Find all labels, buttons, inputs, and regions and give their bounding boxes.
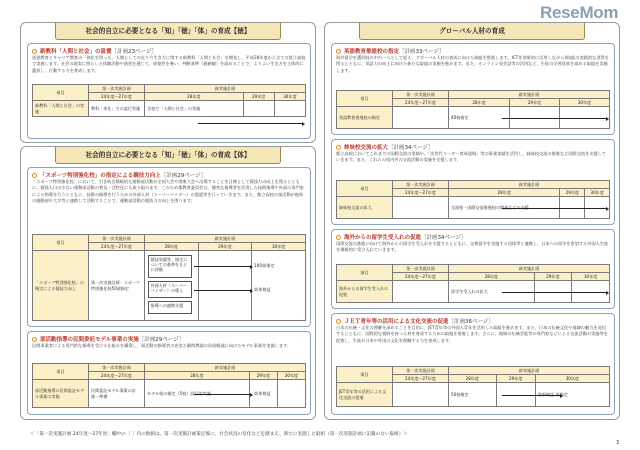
row-year-30 [252, 251, 306, 321]
schedule-table [336, 264, 610, 303]
th-year-29: 29年度 [560, 189, 585, 197]
row-label: 英語教育推進校の指定 [337, 107, 393, 129]
th-plan1: 第一次実施計画 [89, 235, 145, 243]
th-year-28: 28年度 [449, 99, 510, 107]
timeline-arrow [502, 395, 560, 396]
th-plan1: 第一次実施計画 [89, 364, 145, 372]
th-year-30: 30年度 [274, 93, 305, 101]
th-plan1: 第一次実施計画 [393, 265, 449, 273]
th-item: 項目 [337, 181, 393, 197]
resemom-logo: ReseMom [540, 3, 619, 22]
th-item: 項目 [33, 235, 89, 251]
section-title [32, 171, 206, 179]
section-body: 国際交流の推進に向けて海外からの留学生受入れを支援するとともに、交換留学を実施する団体等と連携し、日本への留学を希望する外国人生徒を積極的に受け入れていきます。 [336, 241, 609, 253]
row-label: 海外からの留学生受入れの促進 [337, 281, 393, 303]
section-title-text: 「スポーツ特別強化校」の指定による競技力向上 [40, 173, 161, 179]
timeline-arrow [194, 266, 250, 267]
bullet-circle-icon [336, 319, 341, 324]
section-club-outsourcing [27, 331, 311, 415]
section-sister-schools [331, 139, 615, 225]
timeline-arrow [502, 118, 606, 119]
panel-global [324, 22, 620, 420]
supervisor-box: 外部人材（スーパーバイザー）の導入 [148, 281, 192, 298]
footnote: ＜「第一次実施計画 24年度〜27年度」欄中の［ ］内の数値は、第一次実施計画策定後に、社会状況の変化などを踏まえ、新たに実施した取組（第一次実施計画に記載のない取組）＞ [30, 432, 408, 437]
th-year-30: 30年度 [252, 243, 306, 251]
th-item: 項目 [337, 265, 393, 281]
page-ref: ［計画34ページ］ [388, 145, 434, 151]
timeline-arrow [194, 290, 250, 291]
th-year-28: 28年度 [449, 375, 497, 383]
row-plan1 [393, 107, 449, 129]
th-new-plan: 新実施計画 [145, 364, 306, 372]
section-body: 「スポーツ特別強化校」において、引き続き積極的な運動部活動が全国大会や関東大会へ出場することを目標として競技力の向上を図るとともに、競技人口の少ない運動部活動の普及・活性化にも取り組みます。このため都教育委員会は、優秀な指導者を活用した技術指導や外部の専門家による指導を行うとともに、技術の指導を行うための外部人材（スーパーバイザー）の派遣等を行っていきます。また、都立高校の部活動が他県の運動部や大学等と連携して活動することで、運動部活動の競技力の向上を図ります。 [32, 179, 304, 203]
th-year-30: 30年度 [572, 273, 610, 281]
section-body: 海外留学を選択肢の中の一つとして捉え、グローバル人材の育成に向けた取組を推進します。ICTを効果的に活用しながら4技能の実践的な習得を図るとともに、英語力の向上に向けた新たな取組の実施を進めます。また、オンライン英会話等の活用など、生徒の学習意欲を高める取組を実施します。 [336, 55, 609, 73]
section-sports-school [27, 167, 311, 327]
th-new-plan: 新実施計画 [145, 85, 306, 93]
th-new-plan: 新実施計画 [449, 181, 610, 189]
bullet-circle-icon [336, 145, 341, 150]
section-title-text: 姉妹校交流の拡大 [344, 145, 389, 151]
th-year-28: 28年度 [449, 273, 535, 281]
timeline-arrow [502, 208, 606, 209]
th-year-30: 30年度 [277, 372, 305, 380]
page-ref: ［計画36ページ］ [448, 319, 494, 325]
panel-heading: 社会的自立に必要となる「知」「徳」「体」の育成【徳】 [55, 23, 281, 40]
row-label: 姉妹校交流の拡大 [337, 197, 393, 219]
th-year-28: 28年度 [145, 93, 244, 101]
th-item: 項目 [33, 364, 89, 380]
section-title [336, 47, 444, 55]
bullet-circle-icon [32, 337, 37, 342]
th-item: 項目 [337, 91, 393, 107]
timeline-arrow [198, 123, 302, 124]
th-year-29: 29年度 [198, 243, 252, 251]
row-year-28: モデル校の指定（5校）試行的実施 [145, 380, 250, 408]
page-ref: ［計画33ページ］ [399, 49, 445, 55]
section-new-subject [27, 43, 311, 139]
timeline-arrow [194, 394, 250, 395]
th-year-30: 30年度 [585, 189, 610, 197]
row-year-30: 効果検証 再指定 [535, 383, 609, 407]
th-plan1-years: 24年度〜27年度 [393, 189, 449, 197]
row-plan1 [393, 197, 449, 219]
section-body: 日本の伝統・文化の理解を深めることを目的に、JET青年等の外国人青年を活用した取組を進めます。また、日本の伝統文化や地域の魅力を発信するとともに、国際的な視野を持つ人材を育成するための取組を推進します。さらに、地域の伝統芸能等の専門家などによる交流活動の実施等を促進し、生徒が日本や外国の文化を理解する力を育成します。 [336, 325, 608, 343]
th-plan1: 第一次実施計画 [393, 367, 449, 375]
section-title-text: 部活動指導の民間委託モデル事業の実施 [40, 337, 139, 343]
schedule-table [336, 90, 610, 129]
bullet-circle-icon [336, 235, 341, 240]
section-jet-exchange [331, 313, 615, 415]
row-plan1: 教科「奉仕」での試行実施 [89, 101, 145, 117]
row-plan1 [393, 281, 449, 303]
th-year-30: 30年度 [535, 375, 609, 383]
section-title [32, 47, 157, 55]
section-body: 都立高校においてこれまでの国際交流の実績や、「次世代リーダー育成道場」等の事業実績を活用し、姉妹校交流の推進など国際交流を支援していきます。また、これらの国内外の交流活動の実施を支援します。 [336, 151, 607, 163]
th-year-29: 29年度 [243, 93, 274, 101]
row-year-30 [274, 101, 305, 117]
bullet-circle-icon [336, 49, 341, 54]
section-title [32, 335, 184, 343]
row-year-29 [243, 101, 274, 117]
section-english-schools [331, 43, 615, 135]
row-label: 「スポーツ特別強化校」の指定による競技力向上 [33, 251, 89, 321]
th-plan1-years: 24年度〜27年度 [393, 273, 449, 281]
row-year-29 [198, 251, 252, 321]
section-title [336, 233, 466, 241]
result-verify: 効果検証 [254, 391, 271, 396]
page-ref: ［計画34ページ］ [421, 235, 467, 241]
th-year-29: 29年度 [249, 372, 277, 380]
th-new-plan: 新実施計画 [145, 235, 306, 243]
page-ref: ［計画23ページ］ [111, 49, 157, 55]
th-year-29: 29年度 [534, 273, 572, 281]
th-plan1: 第一次実施計画 [89, 85, 145, 93]
th-new-plan: 新実施計画 [449, 367, 610, 375]
bullet-circle-icon [32, 173, 37, 178]
panel-toku [20, 22, 316, 143]
section-foreign-students [331, 229, 615, 309]
section-title [336, 317, 494, 325]
th-item: 項目 [33, 85, 89, 101]
section-body: 道徳教育とキャリア教育の一体化を図った、人間としての在り方生き方に関する新教科「人間と社会」を開発し、平成28年度から全ての都立高校で実施します。社会の現実に照らした体験活動や演習を通じて、道徳性を養い、判断基準（価値観）を高めることで、よりよい生き方を主体的に選択し、行動する力を育成します。 [32, 55, 306, 73]
row-label: 新教科「人間と社会」の実施 [33, 101, 89, 117]
result-100: 100部指定 [254, 263, 275, 268]
schedule-table [32, 84, 306, 117]
th-year-28: 28年度 [449, 189, 560, 197]
page-number: 3 [616, 440, 620, 446]
panel-tai [20, 146, 316, 420]
th-year-28: 28年度 [145, 372, 250, 380]
th-year-28: 28年度 [145, 243, 199, 251]
row-label: 部活動指導の民間委託モデル事業の実施 [33, 380, 89, 408]
th-new-plan: 新実施計画 [449, 91, 610, 99]
th-year-29: 29年度 [496, 375, 535, 383]
th-plan1-years: 24年度〜27年度 [393, 99, 449, 107]
row-plan1: 第一次実施計画：スポーツ特別強化校50部指定 [89, 251, 145, 321]
th-year-30: 30年度 [560, 99, 610, 107]
row-year-30 [277, 380, 305, 408]
th-plan1-years: 24年度〜27年度 [89, 93, 145, 101]
row-year-28: 50校指定 [449, 383, 497, 407]
row-year-28: 留学生受入れの拡大 [449, 281, 535, 303]
th-item: 項目 [337, 367, 393, 383]
th-new-plan: 新実施計画 [449, 265, 610, 273]
criteria-box: 競技実績等、指定についての基準をもとに評価 [148, 255, 192, 278]
row-year-28: 交流校・国際交流推進校の開拓などの支援 [449, 197, 560, 219]
schedule-table [336, 180, 610, 219]
section-body: 民間事業者による専門的な指導を受ける仕組みを構築し、部活動の指導者の充実と顧問教諭の負担軽減に向けたモデル事業を実施します。 [32, 343, 292, 348]
th-plan1: 第一次実施計画 [393, 181, 449, 189]
row-plan1: 民間委託モデル事業の計画・準備 [89, 380, 145, 408]
th-plan1-years: 24年度〜27年度 [89, 372, 145, 380]
section-title-text: 新教科「人間と社会」の設置 [40, 49, 112, 55]
th-plan1: 第一次実施計画 [393, 91, 449, 99]
page-ref: ［計画29ページ］ [160, 173, 207, 179]
schedule-table [32, 363, 306, 408]
row-label: JET青年等の活用による文化交流の促進 [337, 383, 393, 407]
th-year-29: 29年度 [510, 99, 560, 107]
timeline-arrow [502, 292, 606, 293]
schedule-table [336, 366, 610, 407]
support-box: 指導への連携支援 [148, 301, 192, 314]
row-year-28: 40校指定 [449, 107, 510, 129]
bullet-circle-icon [32, 49, 37, 54]
section-title [336, 143, 433, 151]
page-ref: ［計画29ページ］ [138, 337, 185, 343]
panel-heading: グローバル人材の育成 [359, 23, 585, 40]
result-verify: 効果検証 [254, 287, 271, 292]
row-plan1 [393, 383, 449, 407]
th-plan1-years: 24年度〜27年度 [89, 243, 145, 251]
section-title-text: ＪＥＴ青年等の活用による文化交流の促進 [344, 319, 449, 325]
row-year-28: 全校で「人間と社会」の実施 [145, 101, 244, 117]
section-title-text: 英語教育推進校の指定 [344, 49, 400, 55]
th-plan1-years: 24年度〜27年度 [393, 375, 449, 383]
panel-heading: 社会的自立に必要となる「知」「徳」「体」の育成【体】 [55, 147, 281, 164]
section-title-text: 海外からの留学生受入れの促進 [344, 235, 422, 241]
